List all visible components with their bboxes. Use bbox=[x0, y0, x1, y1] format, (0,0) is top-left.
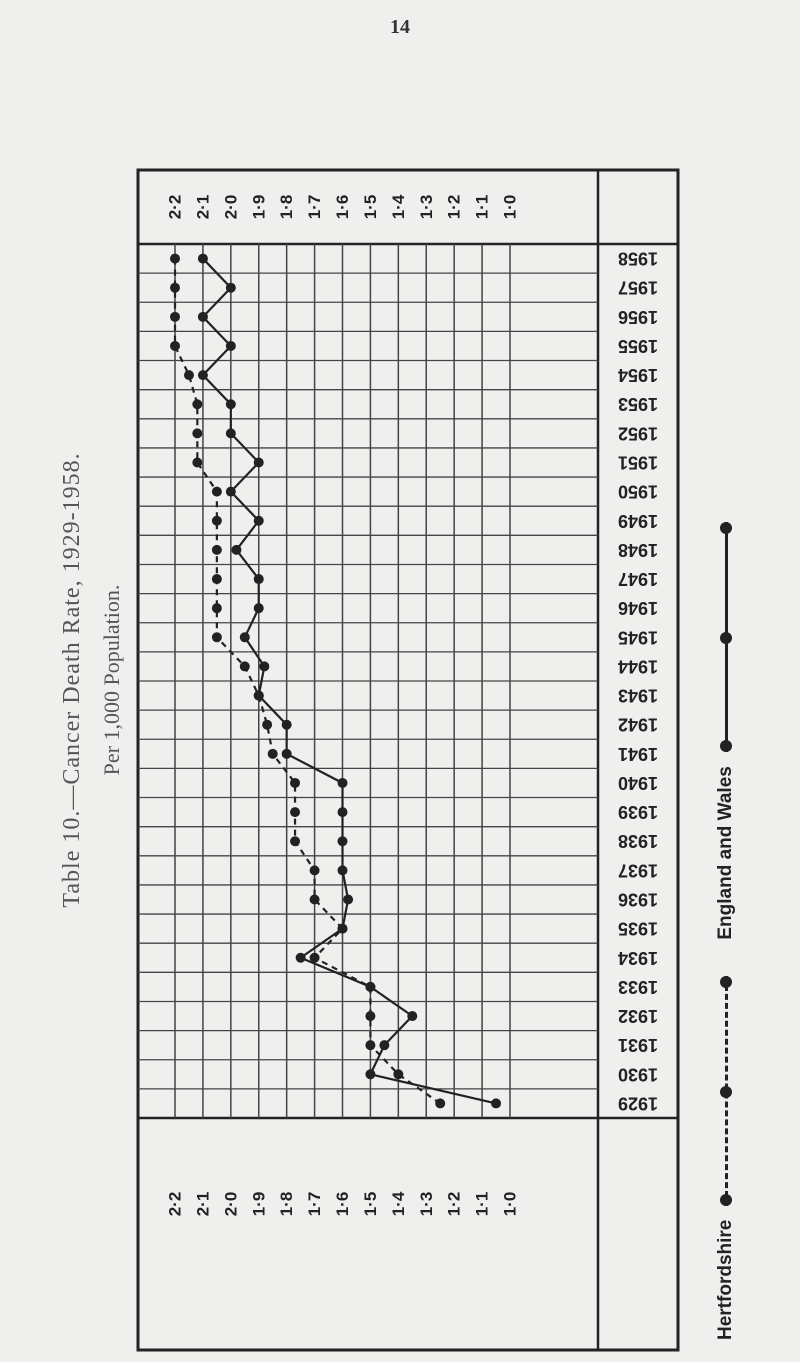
data-point-hertfordshire bbox=[365, 1040, 375, 1050]
legend-label-hertfordshire: Hertfordshire bbox=[715, 1219, 736, 1340]
year-label: 1941 bbox=[617, 743, 659, 764]
legend-dot bbox=[720, 1086, 732, 1098]
year-label: 1946 bbox=[617, 598, 659, 619]
data-point-hertfordshire bbox=[192, 458, 202, 468]
legend-dot bbox=[720, 976, 732, 988]
year-label: 1958 bbox=[617, 248, 659, 269]
data-point-hertfordshire bbox=[365, 1011, 375, 1021]
data-point-england-and-wales bbox=[259, 661, 269, 671]
year-label: 1954 bbox=[617, 365, 659, 386]
legend-line-solid bbox=[718, 522, 734, 752]
data-point-england-and-wales bbox=[407, 1011, 417, 1021]
data-point-england-and-wales bbox=[226, 428, 236, 438]
legend-dot bbox=[720, 1194, 732, 1206]
year-label: 1947 bbox=[617, 569, 659, 590]
data-point-england-and-wales bbox=[282, 749, 292, 759]
year-label: 1937 bbox=[617, 860, 659, 881]
year-label: 1930 bbox=[617, 1064, 659, 1085]
data-point-england-and-wales bbox=[296, 953, 306, 963]
rate-tick-label: 2·0 bbox=[221, 194, 241, 220]
data-point-hertfordshire bbox=[192, 428, 202, 438]
data-point-england-and-wales bbox=[198, 312, 208, 322]
rate-tick-label: 1·6 bbox=[333, 194, 352, 220]
chart-subtitle: Per 1,000 Population. bbox=[99, 584, 124, 776]
data-point-england-and-wales bbox=[198, 254, 208, 264]
year-label: 1934 bbox=[617, 947, 659, 968]
rate-tick-label: 1·7 bbox=[305, 1191, 325, 1217]
rate-tick-label: 1·3 bbox=[416, 194, 436, 220]
data-point-england-and-wales bbox=[338, 836, 348, 846]
year-label: 1936 bbox=[617, 889, 659, 910]
data-point-england-and-wales bbox=[338, 865, 348, 875]
data-point-hertfordshire bbox=[170, 341, 180, 351]
data-point-hertfordshire bbox=[192, 399, 202, 409]
data-point-england-and-wales bbox=[282, 720, 292, 730]
rate-tick-label: 1·1 bbox=[472, 1191, 492, 1217]
data-point-hertfordshire bbox=[290, 778, 300, 788]
data-point-hertfordshire bbox=[262, 720, 272, 730]
year-label: 1952 bbox=[617, 423, 659, 444]
year-label: 1953 bbox=[617, 394, 659, 415]
data-point-england-and-wales bbox=[231, 545, 241, 555]
rate-tick-label: 1·0 bbox=[500, 194, 520, 220]
year-label: 1932 bbox=[617, 1006, 659, 1027]
data-point-hertfordshire bbox=[268, 749, 278, 759]
data-point-hertfordshire bbox=[290, 836, 300, 846]
rate-tick-label: 1·9 bbox=[249, 1191, 269, 1217]
rate-tick-label: 2·1 bbox=[193, 1191, 213, 1217]
year-label: 1945 bbox=[617, 627, 659, 648]
rate-tick-label: 1·3 bbox=[416, 1191, 436, 1217]
year-label: 1935 bbox=[617, 918, 659, 939]
year-label: 1957 bbox=[617, 277, 659, 298]
year-label: 1951 bbox=[617, 452, 659, 473]
year-label: 1944 bbox=[617, 656, 659, 677]
data-point-hertfordshire bbox=[435, 1098, 445, 1108]
data-point-england-and-wales bbox=[226, 341, 236, 351]
data-point-hertfordshire bbox=[212, 574, 222, 584]
year-label: 1949 bbox=[617, 510, 659, 531]
year-label: 1956 bbox=[617, 306, 659, 327]
data-point-hertfordshire bbox=[170, 312, 180, 322]
data-point-england-and-wales bbox=[226, 487, 236, 497]
rate-tick-label: 1·1 bbox=[472, 194, 492, 220]
data-point-hertfordshire bbox=[290, 807, 300, 817]
data-point-hertfordshire bbox=[184, 370, 194, 380]
legend-label-england-wales: England and Wales bbox=[715, 766, 736, 940]
rate-tick-label: 1·8 bbox=[277, 1191, 297, 1217]
data-point-england-and-wales bbox=[254, 458, 264, 468]
data-point-hertfordshire bbox=[240, 661, 250, 671]
page-number: 14 bbox=[390, 16, 410, 38]
data-point-england-and-wales bbox=[226, 399, 236, 409]
rate-tick-label: 2·2 bbox=[165, 194, 185, 220]
rate-tick-label: 2·1 bbox=[193, 194, 213, 220]
data-point-hertfordshire bbox=[170, 254, 180, 264]
rate-tick-label: 1·2 bbox=[444, 194, 464, 220]
chart-title: Table 10.—Cancer Death Rate, 1929-1958. bbox=[58, 452, 85, 908]
rate-tick-label: 1·9 bbox=[249, 194, 269, 220]
year-label: 1938 bbox=[617, 831, 659, 852]
data-point-england-and-wales bbox=[338, 778, 348, 788]
data-point-hertfordshire bbox=[212, 545, 222, 555]
data-point-hertfordshire bbox=[310, 865, 320, 875]
year-label: 1929 bbox=[617, 1093, 659, 1114]
rate-tick-label: 2·2 bbox=[165, 1191, 185, 1217]
year-label: 1943 bbox=[617, 685, 659, 706]
rate-tick-label: 2·0 bbox=[221, 1191, 241, 1217]
rate-tick-label: 1·8 bbox=[277, 194, 297, 220]
data-point-hertfordshire bbox=[393, 1069, 403, 1079]
data-point-england-and-wales bbox=[343, 895, 353, 905]
legend-entry-hertfordshire bbox=[715, 976, 737, 1340]
year-label: 1939 bbox=[617, 802, 659, 823]
data-point-hertfordshire bbox=[212, 632, 222, 642]
data-point-england-and-wales bbox=[226, 283, 236, 293]
data-point-england-and-wales bbox=[338, 924, 348, 934]
data-point-hertfordshire bbox=[170, 283, 180, 293]
rate-tick-label: 1·4 bbox=[388, 1191, 408, 1217]
data-point-england-and-wales bbox=[491, 1098, 501, 1108]
rate-tick-label: 1·4 bbox=[388, 194, 408, 220]
legend-dot bbox=[720, 522, 732, 534]
data-point-england-and-wales bbox=[338, 807, 348, 817]
year-label: 1950 bbox=[617, 481, 659, 502]
legend-entry-england-wales bbox=[715, 522, 737, 940]
data-point-england-and-wales bbox=[365, 1069, 375, 1079]
data-point-england-and-wales bbox=[240, 632, 250, 642]
data-point-england-and-wales bbox=[254, 691, 264, 701]
rate-tick-label: 1·0 bbox=[500, 1191, 520, 1217]
legend bbox=[706, 20, 746, 1340]
year-label: 1948 bbox=[617, 539, 659, 560]
year-label: 1931 bbox=[617, 1035, 659, 1056]
year-label: 1955 bbox=[617, 335, 659, 356]
legend-dot bbox=[720, 740, 732, 752]
rate-tick-label: 1·6 bbox=[333, 1191, 352, 1217]
rate-tick-label: 1·5 bbox=[360, 194, 380, 220]
data-point-england-and-wales bbox=[365, 982, 375, 992]
rate-tick-label: 1·5 bbox=[360, 1191, 380, 1217]
data-point-england-and-wales bbox=[254, 516, 264, 526]
data-point-hertfordshire bbox=[212, 603, 222, 613]
legend-line-dashed bbox=[718, 976, 734, 1206]
data-point-england-and-wales bbox=[254, 603, 264, 613]
year-label: 1933 bbox=[617, 976, 659, 997]
data-point-hertfordshire bbox=[212, 516, 222, 526]
rate-tick-label: 1·7 bbox=[305, 194, 325, 220]
data-point-hertfordshire bbox=[310, 895, 320, 905]
rate-tick-label: 1·2 bbox=[444, 1191, 464, 1217]
data-point-england-and-wales bbox=[254, 574, 264, 584]
year-label: 1940 bbox=[617, 772, 659, 793]
year-label: 1942 bbox=[617, 714, 659, 735]
data-point-england-and-wales bbox=[379, 1040, 389, 1050]
legend-dot bbox=[720, 632, 732, 644]
data-point-england-and-wales bbox=[198, 370, 208, 380]
data-point-hertfordshire bbox=[212, 487, 222, 497]
